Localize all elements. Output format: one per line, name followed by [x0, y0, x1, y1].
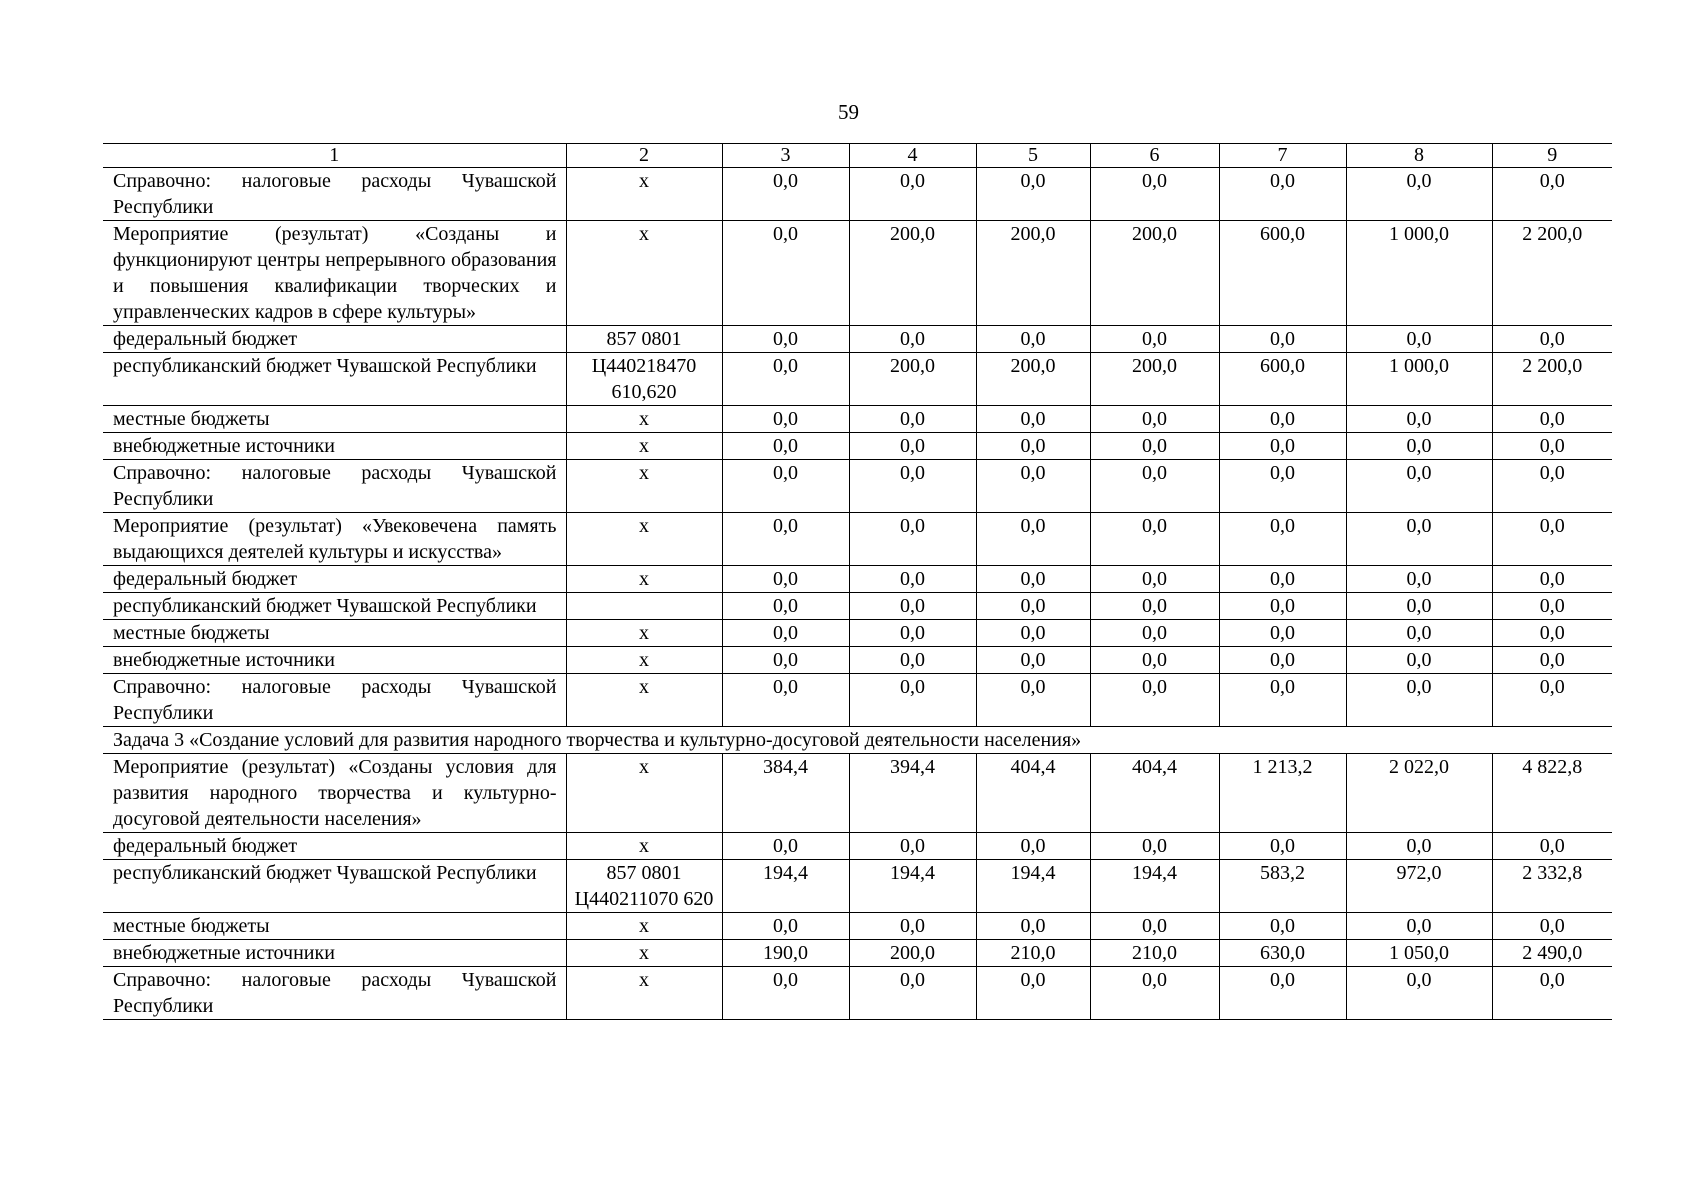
amount-cell: 200,0 [849, 940, 976, 967]
amount-cell: 0,0 [1492, 833, 1612, 860]
amount-cell: 0,0 [722, 460, 849, 513]
amount-cell: 0,0 [1492, 566, 1612, 593]
amount-cell: 0,0 [1090, 460, 1219, 513]
amount-cell: 0,0 [1219, 593, 1346, 620]
amount-cell: 0,0 [976, 833, 1090, 860]
table-row [103, 513, 1612, 566]
amount-cell: 194,4 [976, 860, 1090, 913]
column-header: 5 [976, 144, 1090, 168]
amount-cell: 0,0 [976, 406, 1090, 433]
amount-cell: 630,0 [1219, 940, 1346, 967]
row-label: федеральный бюджет [103, 566, 566, 593]
amount-cell: 2 022,0 [1346, 754, 1492, 833]
row-label: республиканский бюджет Чувашской Республики [103, 353, 566, 406]
budget-code: 857 0801 Ц440211070 620 [566, 860, 722, 913]
amount-cell: 0,0 [849, 326, 976, 353]
amount-cell: 210,0 [976, 940, 1090, 967]
row-label: республиканский бюджет Чувашской Республики [103, 860, 566, 913]
amount-cell: 0,0 [1090, 967, 1219, 1020]
table-body [103, 144, 1612, 1020]
column-header: 8 [1346, 144, 1492, 168]
amount-cell: 0,0 [1346, 593, 1492, 620]
amount-cell: 0,0 [976, 647, 1090, 674]
amount-cell: 0,0 [1219, 967, 1346, 1020]
amount-cell: 194,4 [722, 860, 849, 913]
amount-cell: 0,0 [722, 593, 849, 620]
amount-cell: 0,0 [849, 620, 976, 647]
column-header: 9 [1492, 144, 1612, 168]
budget-code: x [566, 967, 722, 1020]
amount-cell: 0,0 [722, 353, 849, 406]
amount-cell: 2 200,0 [1492, 353, 1612, 406]
budget-code: x [566, 566, 722, 593]
amount-cell: 2 332,8 [1492, 860, 1612, 913]
amount-cell: 200,0 [849, 353, 976, 406]
row-label: внебюджетные источники [103, 433, 566, 460]
amount-cell: 0,0 [849, 566, 976, 593]
row-label: внебюджетные источники [103, 647, 566, 674]
budget-code: 857 0801 [566, 326, 722, 353]
budget-code: x [566, 913, 722, 940]
amount-cell: 0,0 [1346, 406, 1492, 433]
row-label: Мероприятие (результат) «Увековечена память выдающихся деятелей культуры и искусства» [103, 513, 566, 566]
amount-cell: 404,4 [1090, 754, 1219, 833]
table-row [103, 326, 1612, 353]
budget-code: x [566, 833, 722, 860]
amount-cell: 0,0 [1492, 326, 1612, 353]
amount-cell: 0,0 [1492, 620, 1612, 647]
amount-cell: 0,0 [722, 433, 849, 460]
amount-cell: 0,0 [722, 406, 849, 433]
amount-cell: 0,0 [849, 513, 976, 566]
amount-cell: 0,0 [1090, 833, 1219, 860]
amount-cell: 0,0 [849, 593, 976, 620]
amount-cell: 0,0 [976, 674, 1090, 727]
budget-code: x [566, 168, 722, 221]
amount-cell: 0,0 [722, 566, 849, 593]
amount-cell: 0,0 [849, 406, 976, 433]
budget-code: x [566, 647, 722, 674]
budget-code: x [566, 460, 722, 513]
budget-code: x [566, 513, 722, 566]
amount-cell: 200,0 [976, 353, 1090, 406]
amount-cell: 194,4 [849, 860, 976, 913]
amount-cell: 583,2 [1219, 860, 1346, 913]
amount-cell: 0,0 [1492, 406, 1612, 433]
amount-cell: 0,0 [1346, 913, 1492, 940]
amount-cell: 0,0 [976, 967, 1090, 1020]
amount-cell: 0,0 [1346, 326, 1492, 353]
amount-cell: 0,0 [976, 326, 1090, 353]
table-row [103, 221, 1612, 326]
amount-cell: 0,0 [1090, 913, 1219, 940]
table-row [103, 647, 1612, 674]
amount-cell: 2 490,0 [1492, 940, 1612, 967]
amount-cell: 0,0 [1219, 566, 1346, 593]
amount-cell: 0,0 [849, 647, 976, 674]
amount-cell: 1 050,0 [1346, 940, 1492, 967]
row-label: Справочно: налоговые расходы Чувашской Республики [103, 168, 566, 221]
amount-cell: 0,0 [722, 221, 849, 326]
amount-cell: 0,0 [976, 168, 1090, 221]
page-number: 59 [838, 100, 859, 124]
amount-cell: 0,0 [722, 620, 849, 647]
amount-cell: 0,0 [849, 674, 976, 727]
row-label: Справочно: налоговые расходы Чувашской Республики [103, 460, 566, 513]
header-row [103, 144, 1612, 168]
amount-cell: 194,4 [1090, 860, 1219, 913]
amount-cell: 0,0 [976, 513, 1090, 566]
amount-cell: 0,0 [1219, 433, 1346, 460]
budget-code: x [566, 433, 722, 460]
row-label: федеральный бюджет [103, 833, 566, 860]
row-label: местные бюджеты [103, 406, 566, 433]
row-label: Справочно: налоговые расходы Чувашской Республики [103, 674, 566, 727]
amount-cell: 200,0 [1090, 221, 1219, 326]
amount-cell: 0,0 [1219, 647, 1346, 674]
budget-table [103, 143, 1612, 1020]
table-row [103, 674, 1612, 727]
amount-cell: 0,0 [1219, 406, 1346, 433]
amount-cell: 1 000,0 [1346, 353, 1492, 406]
amount-cell: 0,0 [1219, 913, 1346, 940]
amount-cell: 0,0 [849, 913, 976, 940]
table-row [103, 754, 1612, 833]
amount-cell: 0,0 [1492, 433, 1612, 460]
amount-cell: 0,0 [976, 593, 1090, 620]
table-row [103, 168, 1612, 221]
table-row [103, 860, 1612, 913]
amount-cell: 0,0 [1346, 674, 1492, 727]
amount-cell: 600,0 [1219, 221, 1346, 326]
amount-cell: 0,0 [1219, 460, 1346, 513]
table-row [103, 353, 1612, 406]
amount-cell: 0,0 [1346, 168, 1492, 221]
amount-cell: 0,0 [1090, 326, 1219, 353]
row-label: Мероприятие (результат) «Созданы условия для развития народного творчества и культурно-досуговой деятельности населения» [103, 754, 566, 833]
amount-cell: 1 213,2 [1219, 754, 1346, 833]
column-header: 4 [849, 144, 976, 168]
amount-cell: 200,0 [849, 221, 976, 326]
amount-cell: 0,0 [976, 913, 1090, 940]
budget-code: x [566, 674, 722, 727]
amount-cell: 0,0 [849, 833, 976, 860]
amount-cell: 190,0 [722, 940, 849, 967]
amount-cell: 0,0 [1492, 513, 1612, 566]
amount-cell: 0,0 [722, 513, 849, 566]
table-row [103, 620, 1612, 647]
amount-cell: 0,0 [1346, 460, 1492, 513]
row-label: Мероприятие (результат) «Созданы и функционируют центры непрерывного образования и повышения квалификации творческих и управленческих кадров в сфере культуры» [103, 221, 566, 326]
table-row [103, 940, 1612, 967]
amount-cell: 0,0 [722, 326, 849, 353]
amount-cell: 0,0 [722, 913, 849, 940]
amount-cell: 0,0 [1492, 967, 1612, 1020]
amount-cell: 0,0 [722, 674, 849, 727]
budget-code: x [566, 754, 722, 833]
amount-cell: 0,0 [1219, 620, 1346, 647]
amount-cell: 0,0 [976, 460, 1090, 513]
amount-cell: 0,0 [976, 620, 1090, 647]
budget-code: x [566, 406, 722, 433]
amount-cell: 0,0 [1219, 513, 1346, 566]
budget-code: Ц440218470 610,620 [566, 353, 722, 406]
column-header: 1 [103, 144, 566, 168]
amount-cell: 0,0 [1090, 566, 1219, 593]
task-title: Задача 3 «Создание условий для развития народного творчества и культурно-досуговой деятельности населения» [103, 727, 1612, 754]
amount-cell: 0,0 [1090, 674, 1219, 727]
table-row [103, 433, 1612, 460]
amount-cell: 0,0 [1219, 326, 1346, 353]
column-header: 3 [722, 144, 849, 168]
amount-cell: 0,0 [1346, 647, 1492, 674]
column-header: 6 [1090, 144, 1219, 168]
budget-code: x [566, 221, 722, 326]
amount-cell: 600,0 [1219, 353, 1346, 406]
amount-cell: 0,0 [1492, 460, 1612, 513]
amount-cell: 0,0 [1090, 593, 1219, 620]
amount-cell: 210,0 [1090, 940, 1219, 967]
amount-cell: 0,0 [849, 433, 976, 460]
budget-code: x [566, 620, 722, 647]
amount-cell: 0,0 [722, 168, 849, 221]
table-row [103, 593, 1612, 620]
amount-cell: 394,4 [849, 754, 976, 833]
amount-cell: 0,0 [976, 566, 1090, 593]
amount-cell: 0,0 [1219, 674, 1346, 727]
amount-cell: 200,0 [976, 221, 1090, 326]
amount-cell: 0,0 [1346, 566, 1492, 593]
budget-code: x [566, 940, 722, 967]
table-row [103, 913, 1612, 940]
row-label: внебюджетные источники [103, 940, 566, 967]
table-row [103, 566, 1612, 593]
table-row [103, 833, 1612, 860]
amount-cell: 0,0 [1219, 168, 1346, 221]
amount-cell: 0,0 [1090, 168, 1219, 221]
table-row [103, 967, 1612, 1020]
amount-cell: 0,0 [1090, 513, 1219, 566]
amount-cell: 0,0 [722, 833, 849, 860]
amount-cell: 0,0 [1090, 433, 1219, 460]
amount-cell: 0,0 [849, 967, 976, 1020]
amount-cell: 0,0 [722, 967, 849, 1020]
amount-cell: 384,4 [722, 754, 849, 833]
amount-cell: 0,0 [1090, 647, 1219, 674]
amount-cell: 200,0 [1090, 353, 1219, 406]
row-label: местные бюджеты [103, 620, 566, 647]
amount-cell: 0,0 [849, 460, 976, 513]
amount-cell: 0,0 [976, 433, 1090, 460]
amount-cell: 0,0 [849, 168, 976, 221]
amount-cell: 0,0 [1090, 620, 1219, 647]
amount-cell: 972,0 [1346, 860, 1492, 913]
amount-cell: 0,0 [1492, 593, 1612, 620]
amount-cell: 0,0 [1492, 168, 1612, 221]
amount-cell: 2 200,0 [1492, 221, 1612, 326]
amount-cell: 0,0 [1219, 833, 1346, 860]
row-label: Справочно: налоговые расходы Чувашской Республики [103, 967, 566, 1020]
amount-cell: 0,0 [1346, 433, 1492, 460]
column-header: 2 [566, 144, 722, 168]
amount-cell: 0,0 [1346, 620, 1492, 647]
amount-cell: 0,0 [722, 647, 849, 674]
amount-cell: 0,0 [1492, 913, 1612, 940]
row-label: федеральный бюджет [103, 326, 566, 353]
amount-cell: 404,4 [976, 754, 1090, 833]
amount-cell: 0,0 [1090, 406, 1219, 433]
amount-cell: 1 000,0 [1346, 221, 1492, 326]
amount-cell: 4 822,8 [1492, 754, 1612, 833]
budget-code [566, 593, 722, 620]
amount-cell: 0,0 [1492, 674, 1612, 727]
task-row [103, 727, 1612, 754]
amount-cell: 0,0 [1346, 967, 1492, 1020]
row-label: местные бюджеты [103, 913, 566, 940]
amount-cell: 0,0 [1346, 833, 1492, 860]
row-label: республиканский бюджет Чувашской Республики [103, 593, 566, 620]
amount-cell: 0,0 [1492, 647, 1612, 674]
table-row [103, 406, 1612, 433]
column-header: 7 [1219, 144, 1346, 168]
table-row [103, 460, 1612, 513]
amount-cell: 0,0 [1346, 513, 1492, 566]
